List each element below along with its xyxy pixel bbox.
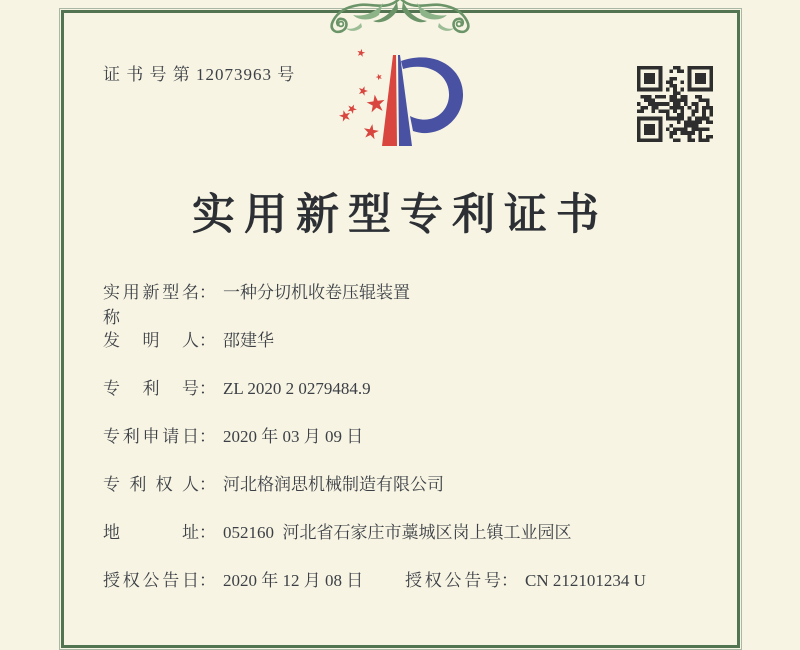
- floral-ornament: [275, 0, 525, 37]
- field-row-inventor: [103, 326, 763, 374]
- field-value: 邵建华: [223, 331, 274, 350]
- field-label: 授权公告号: [405, 571, 501, 590]
- logo-red-pillar: [382, 55, 397, 146]
- logo-p-bowl: [401, 57, 463, 133]
- field-row-name: [103, 278, 763, 326]
- logo-blue-pillar: [398, 55, 412, 146]
- field-colon: ：: [199, 571, 216, 590]
- field-row-patent-number: [103, 374, 763, 422]
- certificate-number: 证 书 号 第 12073963 号: [103, 65, 296, 84]
- field-label: 授权公告日: [103, 571, 199, 590]
- field-label: 专利申请日: [103, 427, 199, 446]
- field-colon: ：: [199, 427, 216, 446]
- field-colon: ：: [199, 331, 216, 350]
- field-label: 专利号: [103, 379, 199, 398]
- field-row-patentee: [103, 470, 763, 518]
- field-value: 2020 年 12 月 08 日: [223, 571, 364, 590]
- field-value: CN 212101234 U: [525, 571, 646, 590]
- field-label: 地址: [103, 523, 199, 542]
- field-value: 2020 年 03 月 09 日: [223, 427, 364, 446]
- field-colon: ：: [199, 379, 216, 398]
- certificate-title: 实用新型专利证书: [192, 192, 608, 239]
- field-colon: ：: [501, 571, 518, 590]
- qr-code: [637, 66, 713, 142]
- field-colon: ：: [199, 283, 216, 302]
- field-value: ZL 2020 2 0279484.9: [223, 379, 371, 398]
- logo-stars: [338, 48, 386, 140]
- field-label: 发明人: [103, 331, 199, 350]
- field-colon: ：: [199, 523, 216, 542]
- field-colon: ：: [199, 475, 216, 494]
- field-label: 实用新型名称: [103, 283, 199, 327]
- field-value: 河北格润思机械制造有限公司: [223, 475, 444, 494]
- field-row-address: [103, 518, 763, 566]
- field-row-grant-date: [103, 566, 763, 614]
- field-grant-number: [405, 566, 646, 591]
- certificate-fields: [103, 278, 763, 614]
- patent-office-logo: [333, 46, 475, 160]
- field-value: 052160 河北省石家庄市藁城区岗上镇工业园区: [223, 523, 572, 542]
- field-row-filing-date: [103, 422, 763, 470]
- field-label: 专利权人: [103, 475, 199, 494]
- field-value: 一种分切机收卷压辊装置: [223, 283, 410, 302]
